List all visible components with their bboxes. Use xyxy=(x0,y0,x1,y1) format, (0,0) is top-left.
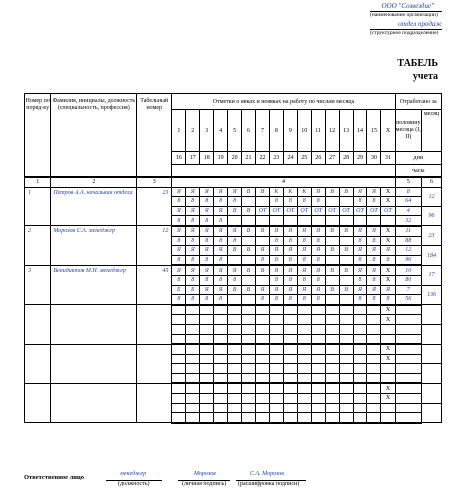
footer-position-caption: (должность) xyxy=(118,481,150,487)
mark-cell: 8 xyxy=(214,236,228,246)
mark-cell: Я xyxy=(311,187,325,197)
day-number-top: 12 xyxy=(325,110,339,152)
mark-cell: Я xyxy=(200,265,214,275)
mark-cell xyxy=(255,275,269,285)
mark-cell: 8 xyxy=(186,255,200,265)
mark-cell: 8 xyxy=(269,236,283,246)
mark-cell xyxy=(242,275,256,285)
mark-cell xyxy=(283,216,297,226)
employee-tab: 12 xyxy=(137,226,172,265)
mark-cell: 8 xyxy=(311,255,325,265)
employee-tab: 45 xyxy=(137,265,172,304)
day-number-bottom: 23 xyxy=(269,152,283,165)
mark-cell: Я xyxy=(200,206,214,216)
footer-decoding-caption: (расшифровка подписи) xyxy=(238,481,300,487)
mark-cell xyxy=(242,236,256,246)
mark-cell: X xyxy=(381,226,395,236)
day-number-top: 5 xyxy=(228,110,242,152)
employee-name: Венидиктов М.Н. менеджер xyxy=(51,265,137,304)
mark-cell xyxy=(339,275,353,285)
mark-cell xyxy=(339,197,353,207)
mark-cell: Я xyxy=(172,187,186,197)
column-index: 6 xyxy=(421,177,441,187)
mark-cell xyxy=(311,216,325,226)
mark-cell: Я xyxy=(200,246,214,256)
mark-cell: 8 xyxy=(186,295,200,305)
mark-cell: Я xyxy=(381,246,395,256)
mark-cell xyxy=(242,197,256,207)
day-number-bottom: 22 xyxy=(255,152,269,165)
mark-cell: Я xyxy=(311,246,325,256)
mark-cell: Я xyxy=(172,265,186,275)
mark-cell: В xyxy=(242,246,256,256)
mark-cell: 8 xyxy=(200,295,214,305)
mark-cell: 8 xyxy=(214,275,228,285)
day-number-bottom: 18 xyxy=(200,152,214,165)
mark-cell: В xyxy=(339,285,353,295)
mark-cell: ОТ xyxy=(339,206,353,216)
mark-cell: Я xyxy=(186,226,200,236)
day-number-bottom: 17 xyxy=(186,152,200,165)
mark-cell: 8 xyxy=(200,236,214,246)
half-month-value: 64 xyxy=(395,197,421,207)
mark-cell: Я xyxy=(283,246,297,256)
mark-cell: 8 xyxy=(367,236,381,246)
mark-cell: 8 xyxy=(186,197,200,207)
half-month-value: 88 xyxy=(395,236,421,246)
mark-cell: Я xyxy=(283,265,297,275)
mark-cell: ОТ xyxy=(381,206,395,216)
mark-cell: 8 xyxy=(200,197,214,207)
x-mark: X xyxy=(381,305,395,315)
month-value: 96 xyxy=(421,206,441,226)
half-month-value: 7 xyxy=(395,285,421,295)
mark-cell: В xyxy=(325,285,339,295)
hours-label: часы xyxy=(395,165,441,177)
footer-signature: Морозов xyxy=(194,471,216,477)
mark-cell: 8 xyxy=(283,255,297,265)
day-number-bottom: 26 xyxy=(311,152,325,165)
day-number-top: 7 xyxy=(255,110,269,152)
mark-cell: Я xyxy=(311,226,325,236)
mark-cell xyxy=(325,295,339,305)
x-mark: X xyxy=(381,383,395,393)
mark-cell: Б xyxy=(172,285,186,295)
mark-cell: 8 xyxy=(269,275,283,285)
mark-cell: В xyxy=(242,285,256,295)
mark-cell: 8 xyxy=(269,197,283,207)
mark-cell: 8 xyxy=(283,236,297,246)
mark-cell: 8 xyxy=(381,255,395,265)
mark-cell: Я xyxy=(214,285,228,295)
mark-cell: В xyxy=(325,246,339,256)
mark-cell: ОТ xyxy=(269,206,283,216)
mark-cell xyxy=(228,295,242,305)
day-number-top: 8 xyxy=(269,110,283,152)
mark-cell: Я xyxy=(214,187,228,197)
half-month-value: 80 xyxy=(395,275,421,285)
day-number-top: 4 xyxy=(214,110,228,152)
footer-decoding: С.А. Морозов xyxy=(250,471,284,477)
mark-cell: Я xyxy=(228,265,242,275)
half-month-value: 8 xyxy=(395,187,421,197)
mark-cell xyxy=(269,216,283,226)
mark-cell: 8 xyxy=(311,275,325,285)
mark-cell: Я xyxy=(297,226,311,236)
mark-cell: 8 xyxy=(255,295,269,305)
mark-cell: X xyxy=(381,265,395,275)
mark-cell: К xyxy=(283,187,297,197)
col-worked-header: Отработано за xyxy=(395,94,441,110)
day-number-bottom: 25 xyxy=(297,152,311,165)
half-month-value: 96 xyxy=(395,255,421,265)
day-number-top: 2 xyxy=(186,110,200,152)
mark-cell: ОТ xyxy=(283,206,297,216)
mark-cell: 8 xyxy=(311,295,325,305)
mark-cell: 8 xyxy=(269,255,283,265)
mark-cell: К xyxy=(269,187,283,197)
dept-caption: (структурное подразделение) xyxy=(370,30,439,36)
column-index: 3 xyxy=(137,177,172,187)
half-month-value: 11 xyxy=(395,226,421,236)
column-index: 4 xyxy=(172,177,395,187)
mark-cell: Я xyxy=(172,206,186,216)
month-value: 184 xyxy=(421,246,441,266)
org-name: ООО "Созвездие" xyxy=(381,2,434,10)
mark-cell: Я xyxy=(353,246,367,256)
day-number-bottom: 31 xyxy=(381,152,395,165)
mark-cell xyxy=(242,295,256,305)
mark-cell xyxy=(242,255,256,265)
mark-cell: 8 xyxy=(214,197,228,207)
mark-cell: Я xyxy=(283,285,297,295)
mark-cell: Я xyxy=(186,265,200,275)
mark-cell: 8 xyxy=(367,295,381,305)
mark-cell: 8 xyxy=(367,275,381,285)
mark-cell: Я xyxy=(311,285,325,295)
mark-cell: 8 xyxy=(297,255,311,265)
mark-cell xyxy=(325,197,339,207)
mark-cell: 8 xyxy=(228,236,242,246)
mark-cell: Я xyxy=(353,285,367,295)
mark-cell xyxy=(255,216,269,226)
mark-cell: 8 xyxy=(353,255,367,265)
mark-cell: Я xyxy=(367,246,381,256)
mark-cell: Я xyxy=(269,265,283,275)
document-subtitle: учета xyxy=(412,71,438,82)
footer-position: менеджер xyxy=(120,471,147,477)
mark-cell: 8 xyxy=(353,275,367,285)
col-marks-header: Отметки о явках и неявках на работу по числам месяца xyxy=(172,94,395,110)
timesheet-table xyxy=(24,93,442,424)
footer-signature-caption: (личная подпись) xyxy=(182,481,227,487)
month-value: 17 xyxy=(421,265,441,285)
mark-cell: 8 xyxy=(381,295,395,305)
col-tab-header: Табельный номер xyxy=(137,94,172,178)
mark-cell xyxy=(228,216,242,226)
mark-cell xyxy=(255,236,269,246)
column-index: 5 xyxy=(395,177,421,187)
mark-cell: 8 xyxy=(297,197,311,207)
day-number-bottom: 24 xyxy=(283,152,297,165)
mark-cell xyxy=(339,255,353,265)
col-half-header: половину месяца (I, II) xyxy=(395,110,421,152)
mark-cell: 8 xyxy=(269,295,283,305)
mark-cell: 8 xyxy=(214,255,228,265)
day-number-top: 15 xyxy=(367,110,381,152)
mark-cell: Я xyxy=(172,246,186,256)
mark-cell: 8 xyxy=(172,295,186,305)
x-mark: X xyxy=(381,354,395,364)
mark-cell xyxy=(255,197,269,207)
half-month-value: 10 xyxy=(395,265,421,275)
mark-cell: 8 xyxy=(186,236,200,246)
mark-cell: Я xyxy=(200,187,214,197)
mark-cell: 8 xyxy=(200,255,214,265)
mark-cell: Я xyxy=(311,265,325,275)
mark-cell: 8 xyxy=(353,295,367,305)
mark-cell: Я xyxy=(214,206,228,216)
mark-cell: ОТ xyxy=(311,206,325,216)
mark-cell xyxy=(381,216,395,226)
col-num-header: Номер по поряд-ку xyxy=(25,94,51,178)
mark-cell: Я xyxy=(172,226,186,236)
month-value: 12 xyxy=(421,187,441,206)
mark-cell: 8 xyxy=(311,236,325,246)
mark-cell: В xyxy=(339,246,353,256)
mark-cell: В xyxy=(228,246,242,256)
mark-cell: ОТ xyxy=(255,206,269,216)
day-number-top: 3 xyxy=(200,110,214,152)
mark-cell: Я xyxy=(228,187,242,197)
mark-cell: 8 xyxy=(186,216,200,226)
org-caption: (наименование организации) xyxy=(370,12,438,18)
mark-cell: Я xyxy=(297,265,311,275)
mark-cell: Я xyxy=(367,226,381,236)
mark-cell: В xyxy=(228,285,242,295)
mark-cell: Я xyxy=(214,265,228,275)
mark-cell: ОТ xyxy=(367,206,381,216)
day-number-top: 11 xyxy=(311,110,325,152)
mark-cell: В xyxy=(242,206,256,216)
month-value: 136 xyxy=(421,285,441,305)
day-number-bottom: 21 xyxy=(242,152,256,165)
mark-cell: Я xyxy=(255,285,269,295)
mark-cell: ОТ xyxy=(325,206,339,216)
mark-cell: В xyxy=(242,187,256,197)
mark-cell: Я xyxy=(381,285,395,295)
mark-cell: 8 xyxy=(200,216,214,226)
half-month-value: 4 xyxy=(395,206,421,216)
mark-cell: В xyxy=(325,226,339,236)
day-number-top: 14 xyxy=(353,110,367,152)
mark-cell xyxy=(339,295,353,305)
mark-cell xyxy=(339,216,353,226)
mark-cell xyxy=(325,236,339,246)
employee-num: 3 xyxy=(25,265,51,304)
mark-cell xyxy=(325,255,339,265)
mark-cell: В xyxy=(242,226,256,236)
mark-cell: X xyxy=(381,197,395,207)
mark-cell: В xyxy=(339,226,353,236)
mark-cell: 8 xyxy=(214,216,228,226)
mark-cell: Б xyxy=(186,285,200,295)
mark-cell: В xyxy=(339,187,353,197)
mark-cell: 8 xyxy=(255,255,269,265)
mark-cell: Я xyxy=(283,226,297,236)
mark-cell: 8 xyxy=(172,197,186,207)
employee-name: Морозов С.А. менеджер xyxy=(51,226,137,265)
mark-cell xyxy=(353,216,367,226)
mark-cell: Я xyxy=(200,285,214,295)
day-number-bottom: 28 xyxy=(339,152,353,165)
mark-cell: Я xyxy=(269,226,283,236)
mark-cell: 8 xyxy=(297,295,311,305)
day-number-top: 1 xyxy=(172,110,186,152)
mark-cell: Я xyxy=(186,246,200,256)
mark-cell xyxy=(339,236,353,246)
mark-cell: Я xyxy=(297,246,311,256)
mark-cell: 8 xyxy=(172,236,186,246)
mark-cell: В xyxy=(255,226,269,236)
mark-cell: 8 xyxy=(186,275,200,285)
mark-cell: 8 xyxy=(228,197,242,207)
mark-cell: Я xyxy=(228,226,242,236)
mark-cell: 8 xyxy=(172,275,186,285)
mark-cell: 8 xyxy=(367,255,381,265)
half-month-value: 32 xyxy=(395,216,421,226)
day-number-top: 13 xyxy=(339,110,353,152)
mark-cell: В xyxy=(339,265,353,275)
footer-label: Ответственное лицо xyxy=(24,474,85,481)
mark-cell xyxy=(228,255,242,265)
employee-tab: 23 xyxy=(137,187,172,226)
mark-cell: 8 xyxy=(367,197,381,207)
document-title: ТАБЕЛЬ xyxy=(397,58,438,69)
mark-cell: 8 xyxy=(297,275,311,285)
mark-cell: Я xyxy=(186,187,200,197)
x-mark: X xyxy=(381,344,395,354)
mark-cell: 8 xyxy=(311,197,325,207)
mark-cell: Я xyxy=(255,246,269,256)
half-month-value: 12 xyxy=(395,246,421,256)
mark-cell: Я xyxy=(367,265,381,275)
month-value: 23 xyxy=(421,226,441,246)
mark-cell: К xyxy=(297,187,311,197)
mark-cell xyxy=(297,216,311,226)
mark-cell: X xyxy=(381,236,395,246)
days-label: дни xyxy=(395,152,441,165)
mark-cell: 8 xyxy=(172,255,186,265)
day-number-bottom: 29 xyxy=(353,152,367,165)
mark-cell: ОТ xyxy=(353,206,367,216)
day-number-bottom: 16 xyxy=(172,152,186,165)
mark-cell: В xyxy=(228,206,242,216)
column-index: 2 xyxy=(51,177,137,187)
mark-cell: 8 xyxy=(200,275,214,285)
mark-cell: В xyxy=(242,265,256,275)
x-mark: X xyxy=(381,394,395,404)
mark-cell: 8 xyxy=(283,295,297,305)
day-number-top: 6 xyxy=(242,110,256,152)
mark-cell: 8 xyxy=(172,216,186,226)
dept-name: отдел продаж xyxy=(398,20,442,28)
x-mark: X xyxy=(381,315,395,325)
employee-num: 2 xyxy=(25,226,51,265)
col-month-header: месяц xyxy=(421,110,441,152)
mark-cell: Я xyxy=(353,187,367,197)
mark-cell xyxy=(325,275,339,285)
employee-name: Петров А.А. начальник отдела xyxy=(51,187,137,226)
mark-cell: X xyxy=(381,275,395,285)
mark-cell xyxy=(242,216,256,226)
mark-cell: Я xyxy=(186,206,200,216)
employee-num: 1 xyxy=(25,187,51,226)
half-month-value: 56 xyxy=(395,295,421,305)
mark-cell: Я xyxy=(367,285,381,295)
mark-cell: Я xyxy=(200,226,214,236)
day-number-bottom: 19 xyxy=(214,152,228,165)
day-number-top: X xyxy=(381,110,395,152)
col-name-header: Фамилия, инициалы, должность (специальность, профессия) xyxy=(51,94,137,178)
column-index: 1 xyxy=(25,177,51,187)
mark-cell: Я xyxy=(269,285,283,295)
mark-cell: В xyxy=(325,187,339,197)
mark-cell: 8 xyxy=(283,197,297,207)
day-number-bottom: 20 xyxy=(228,152,242,165)
mark-cell: В xyxy=(255,187,269,197)
mark-cell: Я xyxy=(367,187,381,197)
day-number-top: 10 xyxy=(297,110,311,152)
mark-cell: Я xyxy=(353,226,367,236)
day-number-top: 9 xyxy=(283,110,297,152)
mark-cell: 8 xyxy=(228,275,242,285)
mark-cell: X xyxy=(381,187,395,197)
mark-cell: Я xyxy=(214,226,228,236)
mark-cell: Я xyxy=(353,265,367,275)
mark-cell: В xyxy=(255,265,269,275)
mark-cell: 8 xyxy=(214,295,228,305)
mark-cell: 8 xyxy=(353,197,367,207)
mark-cell xyxy=(325,216,339,226)
mark-cell: Я xyxy=(297,285,311,295)
mark-cell: ОТ xyxy=(297,206,311,216)
day-number-bottom: 30 xyxy=(367,152,381,165)
mark-cell: 8 xyxy=(353,236,367,246)
mark-cell: В xyxy=(325,265,339,275)
day-number-bottom: 27 xyxy=(325,152,339,165)
mark-cell: 8 xyxy=(297,236,311,246)
mark-cell: Я xyxy=(269,246,283,256)
mark-cell: 8 xyxy=(283,275,297,285)
mark-cell: Я xyxy=(214,246,228,256)
mark-cell xyxy=(367,216,381,226)
